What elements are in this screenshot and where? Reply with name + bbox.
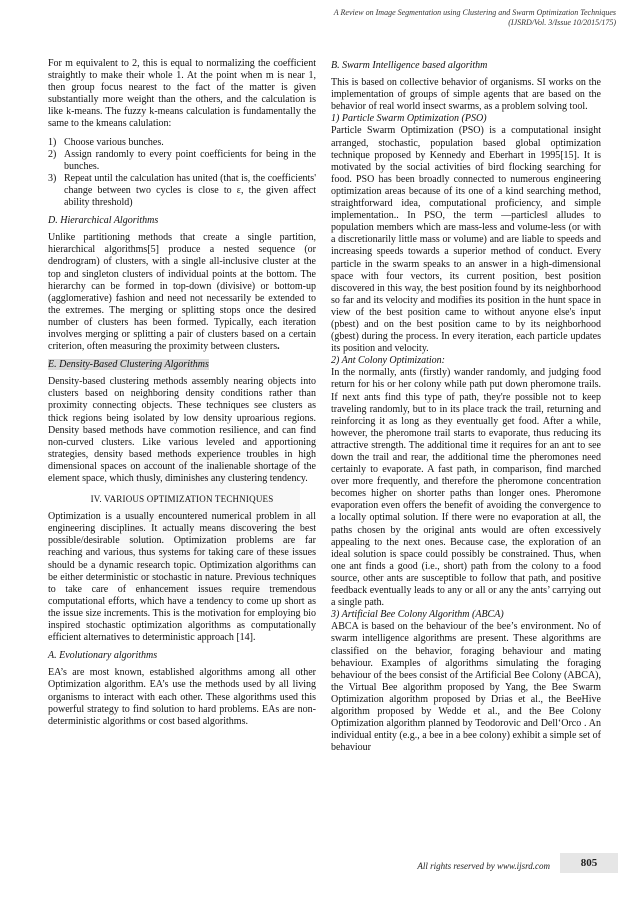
list-item: 2) Assign randomly to every point coefficients for being in the bunches. xyxy=(48,148,316,172)
heading-aco: 2) Ant Colony Optimization: xyxy=(331,355,445,367)
header-title: A Review on Image Segmentation using Clustering and Swarm Optimization Techniques xyxy=(333,8,616,17)
paragraph-hierarchical: Unlike partitioning methods that create a single partition, hierarchical algorithms[5] produce a nested sequence (or dendrogram) of clusters, with a single all-inclusive cluster at the top and singleton clusters of individual points at the bottom. The hierarchy can be formed in top-down (divisive) or bottom-up (agglomerative) fashion and need not necessarily be extended to the extremes. The merging or splitting stops once the desired number of clusters has been formed. Typically, each iteration involves merging or splitting a pair of clusters based on a certain criterion, often measuring the proximity between clusters. xyxy=(48,232,316,353)
right-column xyxy=(331,58,601,754)
section-heading-optimization: IV. VARIOUS OPTIMIZATION TECHNIQUES xyxy=(90,494,274,505)
page-number: 805 xyxy=(560,853,618,873)
heading-pso: 1) Particle Swarm Optimization (PSO) xyxy=(331,113,487,125)
list-item: 3) Repeat until the calculation has united (that is, the coefficients' change between two cycles is close to ε, the given affect ability threshold) xyxy=(48,172,316,209)
paragraph-aco: In the normally, ants (firstly) wander randomly, and judging food return for his or her colony while path put down pheromone trails. If next ants find this type of path, they're possible not to keep traveling randomly, but to in its place track the trail, returning and reinforcing it as long as they eventually get food. After a while, however, the pheromone trail starts to evaporate, thus reducing its attractive strength. The additional time it requires for an ant to see down the trail and rear, the additional time the pheromones need certainly to evaporate. A fast path, in comparison, find marched over more frequently, and therefore the pheromone concentration becomes higher on shorter paths than longer ones. Pheromone evaporation even offers the benefit of avoiding the convergence to a locally optimal solution. If there were no evaporation at all, the paths chosen by the original ants would are often excessively appealing to the next ones. Because case, the exploration of an ideal solution is space could possibly be constrained. Thus, when one ant finds a good (i.e., short) path from the colony to a food source, other ants are susceptible to follow that path, and positive feedback eventually leads to any or all or any the ants’ carrying out a single path. xyxy=(331,367,601,609)
header-citation: (IJSRD/Vol. 3/Issue 10/2015/175) xyxy=(508,18,616,27)
list-item: 1) Choose various bunches. xyxy=(48,136,164,148)
steps-list xyxy=(48,137,316,210)
paragraph-evolutionary: EA’s are most known, established algorithms among all other Optimization algorithm. EA’s use the methods used by all living organisms to interact with each other. These algorithms used this powerful strategy to find solution to hard problems. EAs are non-deterministic algorithms or cost based algorithms. xyxy=(48,667,316,727)
left-column xyxy=(48,58,316,734)
heading-swarm: B. Swarm Intelligence based algorithm xyxy=(331,60,488,71)
paragraph-density: Density-based clustering methods assembly nearing objects into clusters based on neighboring density conditions rather than proximity connecting objects. These techniques see clusters as thick regions being isolated by low density uproarious regions. Density based methods have commotion resilience, and can find non-curved clusters. Like various leveled and apportioning strategies, density based methods experience troubles in high dimensional spaces on account of the inalienable shortage of the element space, which thusly, diminishes any clustering tendency. xyxy=(48,376,316,484)
heading-hierarchical: D. Hierarchical Algorithms xyxy=(48,215,159,227)
paragraph-optimization: Optimization is a usually encountered numerical problem in all engineering disciplines. It actually means discovering the best possible/desirable solution. Optimization problems are far reaching and various, thus systems for taking care of these issues should be a dynamic research topic. Optimization algorithms can be either deterministic or stochastic in nature. Previous techniques to take care of enhancement issues require tremendous computational efforts, which have a tendency to come up short as the issue size increments. This is the motivation for employing bio inspired stochastic optimization algorithms as computationally efficient alternatives to deterministic approach [14]. xyxy=(48,511,316,644)
footer-rights: All rights reserved by www.ijsrd.com xyxy=(417,861,550,871)
paragraph-pso: Particle Swarm Optimization (PSO) is a computational insight arranged, stochastic, population based global optimization technique proposed by Kennedy and Eberhart in 1995[15]. It is motivated by the social activities of bird flocking searching for food. PSO has been broadly connected to numerous engineering optimization areas because of its one of a kind searching method, straightforward idea, computational proficiency, and simple implementation.. In PSO, the term ―particles‖ alludes to population members which are mass-less and volume-less (or with a discretionarily little mass or volume) and are liable to speeds and increasing speeds towards a superior method of conduct. Every particle in the swarm speaks to an answer in a high-dimensional space with four vectors, its current position, best position discovered in this way, the best position found by its neighborhood so far and its velocity and modifies its position in the hunt space in view of the best position came to without anyone else's input (pbest) and on the best position came to by its neighborhood (gbest) during the process. In every iteration, each particle updates its position and velocity. xyxy=(331,125,601,355)
paragraph-abca: ABCA is based on the behaviour of the bee’s environment. No of swarm intelligence algorithms are present. These algorithms are classified on the behavior, foraging behaviour and mating behaviour. Examples of algorithms simulating the foraging behaviour of the bees consist of the Artificial Bee Colony (ABCA), the Virtual Bee algorithm proposed by Yang, the Bee Swarm Optimization algorithm proposed by Drias et al., the BeeHive algorithm proposed by Wedde et al., and the Bee Colony Optimization algorithm planned by Teodorovic and Dell‘Orco . An individual entity (e.g., a bee in a bee colony) exhibit a simple set of behaviour xyxy=(331,621,601,754)
paragraph-fuzzy-kmeans: For m equivalent to 2, this is equal to normalizing the coefficient straightly to make their whole 1. At the point when m is near 1, then group focus nearest to the fact of the matter is given substantially more weight than the others, and the calculation is like k-means. The fuzzy k-means calculation is fundamentally the same to the kmeans calulation: xyxy=(48,58,316,130)
paragraph-swarm: This is based on collective behavior of organisms. SI works on the implementation of groups of simple agents that are based on the behavior of real world insect swarms, as a problem solving tool. xyxy=(331,77,601,113)
running-header xyxy=(334,8,616,28)
heading-density: E. Density-Based Clustering Algorithms xyxy=(48,359,209,371)
heading-evolutionary: A. Evolutionary algorithms xyxy=(48,650,158,662)
heading-abca: 3) Artificial Bee Colony Algorithm (ABCA) xyxy=(331,609,504,621)
